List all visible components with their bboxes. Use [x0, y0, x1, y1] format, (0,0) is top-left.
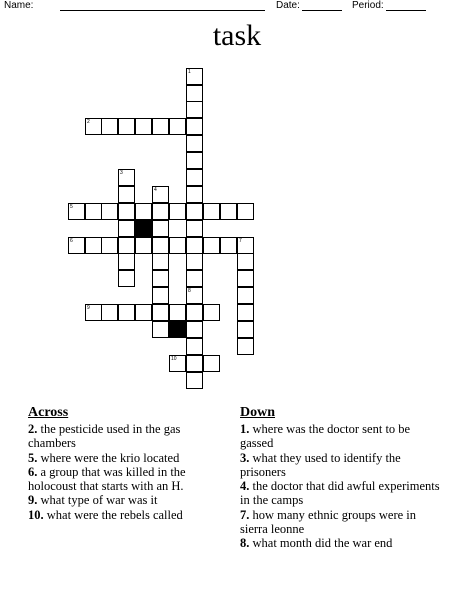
crossword-cell[interactable]: [85, 304, 102, 321]
clue-text: the pesticide used in the gas chambers: [28, 422, 181, 451]
crossword-cell[interactable]: [118, 203, 135, 220]
across-clue: [28, 493, 230, 507]
clue-number: 3.: [240, 450, 250, 465]
across-clue: [28, 508, 230, 522]
crossword-cell[interactable]: [135, 203, 152, 220]
crossword-cell[interactable]: [186, 287, 203, 304]
clue-number: 4.: [240, 479, 250, 494]
across-clues: [28, 404, 230, 522]
crossword-cell[interactable]: [186, 321, 203, 338]
crossword-cell[interactable]: [220, 237, 237, 254]
down-heading: Down: [240, 405, 276, 420]
clue-number: 10: [171, 356, 177, 362]
clue-text: what month did the war end: [252, 536, 393, 551]
crossword-cell[interactable]: [186, 270, 203, 287]
down-clue: [240, 451, 440, 480]
crossword-cell[interactable]: [152, 203, 169, 220]
crossword-cell[interactable]: [237, 287, 254, 304]
crossword-cell[interactable]: [186, 220, 203, 237]
crossword-cell[interactable]: [186, 253, 203, 270]
crossword-cell[interactable]: [118, 304, 135, 321]
clue-text: a group that was killed in the holocoust that starts with an H.: [28, 464, 186, 494]
crossword-cell[interactable]: [152, 253, 169, 270]
crossword-cell[interactable]: [186, 135, 203, 152]
crossword-cell[interactable]: [237, 203, 254, 220]
crossword-cell[interactable]: [186, 85, 203, 102]
clue-number: 7: [239, 238, 242, 244]
black-square: [169, 321, 186, 338]
crossword-cell[interactable]: [152, 321, 169, 338]
name-label: Name:: [4, 0, 34, 11]
crossword-cell[interactable]: [152, 118, 169, 135]
crossword-cell[interactable]: [237, 338, 254, 355]
crossword-cell[interactable]: [186, 237, 203, 254]
clue-number: 6.: [28, 464, 38, 479]
crossword-cell[interactable]: [203, 237, 220, 254]
clue-number: 8.: [240, 536, 250, 551]
crossword-cell[interactable]: [237, 304, 254, 321]
period-label: Period:: [352, 0, 384, 11]
crossword-cell[interactable]: [237, 270, 254, 287]
crossword-cell[interactable]: [186, 304, 203, 321]
crossword-cell[interactable]: [169, 118, 186, 135]
clue-text: what type of war was it: [40, 493, 158, 508]
crossword-cell[interactable]: [237, 321, 254, 338]
clue-text: where were the krio located: [40, 450, 180, 465]
clue-text: what were the rebels called: [46, 507, 183, 522]
crossword-cell[interactable]: [101, 118, 118, 135]
crossword-cell[interactable]: [68, 237, 85, 254]
crossword-cell[interactable]: [186, 186, 203, 203]
down-clue: [240, 536, 440, 550]
black-square: [135, 220, 152, 237]
crossword-cell[interactable]: [118, 220, 135, 237]
crossword-cell[interactable]: [152, 186, 169, 203]
crossword-cell[interactable]: [169, 355, 186, 372]
clue-number: 10.: [28, 507, 44, 522]
crossword-cell[interactable]: [152, 237, 169, 254]
crossword-cell[interactable]: [203, 203, 220, 220]
crossword-cell[interactable]: [101, 237, 118, 254]
crossword-cell[interactable]: [169, 203, 186, 220]
crossword-cell[interactable]: [186, 152, 203, 169]
across-heading: Across: [28, 405, 69, 420]
clue-number: 4: [154, 187, 157, 193]
crossword-cell[interactable]: [152, 287, 169, 304]
crossword-cell[interactable]: [203, 355, 220, 372]
clue-number: 2: [87, 119, 90, 125]
crossword-cell[interactable]: [135, 304, 152, 321]
clue-number: 5.: [28, 450, 38, 465]
clue-number: 3: [120, 170, 123, 176]
crossword-cell[interactable]: [237, 237, 254, 254]
crossword-cell[interactable]: [85, 118, 102, 135]
crossword-cell[interactable]: [203, 304, 220, 321]
crossword-cell[interactable]: [186, 203, 203, 220]
crossword-cell[interactable]: [85, 203, 102, 220]
crossword-cell[interactable]: [186, 355, 203, 372]
clue-number: 1.: [240, 422, 250, 436]
crossword-cell[interactable]: [186, 68, 203, 85]
crossword-cell[interactable]: [101, 203, 118, 220]
clue-number: 2.: [28, 422, 38, 436]
down-clues: [240, 404, 440, 551]
crossword-cell[interactable]: [135, 118, 152, 135]
across-clue: [28, 422, 230, 451]
clue-number: 7.: [240, 507, 250, 522]
crossword-cell[interactable]: [101, 304, 118, 321]
across-clue: [28, 465, 230, 494]
down-clue: [240, 422, 440, 451]
clue-text: where was the doctor sent to be gassed: [240, 422, 411, 451]
clue-number: 9: [87, 305, 90, 311]
clue-number: 5: [70, 204, 73, 210]
crossword-cell[interactable]: [152, 220, 169, 237]
crossword-cell[interactable]: [186, 118, 203, 135]
across-clue: [28, 451, 230, 465]
crossword-cell[interactable]: [186, 338, 203, 355]
crossword-cell[interactable]: [169, 304, 186, 321]
crossword-cell[interactable]: [68, 203, 85, 220]
crossword-cell[interactable]: [135, 237, 152, 254]
clue-text: the doctor that did awful experiments in the camps: [240, 479, 440, 508]
crossword-cell[interactable]: [118, 118, 135, 135]
crossword-cell[interactable]: [186, 169, 203, 186]
down-clue: [240, 479, 440, 508]
clue-text: how many ethnic groups were in sierra leonne: [240, 507, 417, 537]
crossword-cell[interactable]: [220, 203, 237, 220]
crossword-cell[interactable]: [118, 186, 135, 203]
crossword-cell[interactable]: [118, 169, 135, 186]
crossword-cell[interactable]: [152, 270, 169, 287]
clue-text: what they used to identify the prisoners: [240, 450, 401, 479]
crossword-cell[interactable]: [118, 270, 135, 287]
crossword-cell[interactable]: [152, 304, 169, 321]
clue-number: 9.: [28, 493, 38, 508]
crossword-cell[interactable]: [118, 237, 135, 254]
crossword-cell[interactable]: [237, 253, 254, 270]
crossword-cell[interactable]: [169, 237, 186, 254]
date-label: Date:: [276, 0, 300, 11]
crossword-cell[interactable]: [118, 253, 135, 270]
clue-number: 6: [70, 238, 73, 244]
crossword-cell[interactable]: [186, 101, 203, 118]
crossword-cell[interactable]: [186, 372, 203, 389]
crossword-cell[interactable]: [85, 237, 102, 254]
clue-number: 1: [188, 69, 191, 75]
down-clue: [240, 508, 440, 537]
clue-number: 8: [188, 288, 191, 294]
page-title: task: [212, 19, 262, 52]
